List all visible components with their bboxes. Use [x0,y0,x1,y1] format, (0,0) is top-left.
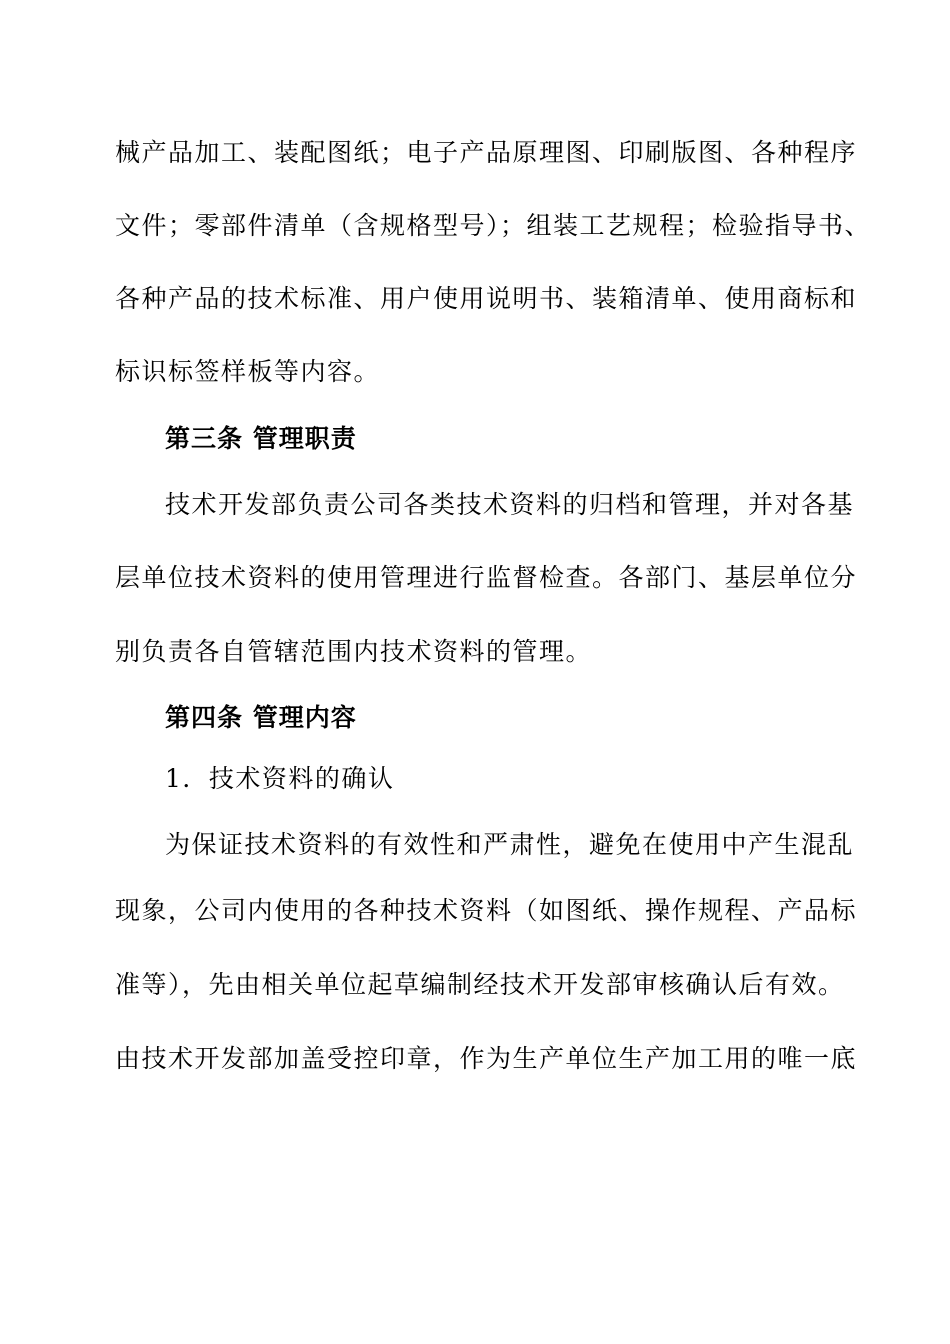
body-text-line: 现象，公司内使用的各种技术资料（如图纸、操作规程、产品标 [115,896,858,925]
body-text-line: 层单位技术资料的使用管理进行监督检查。各部门、基层单位分 [115,563,858,592]
body-text-line: 技术开发部负责公司各类技术资料的归档和管理，并对各基 [165,490,855,519]
body-text-line: 械产品加工、装配图纸；电子产品原理图、印刷版图、各种程序 [115,138,858,167]
body-text-line: 别负责各自管辖范围内技术资料的管理。 [115,637,593,666]
subsection-heading: 1．技术资料的确认 [165,764,395,793]
body-text-line: 文件；零部件清单（含规格型号）；组装工艺规程；检验指导书、 [115,211,872,240]
body-text-line: 为保证技术资料的有效性和严肃性，避免在使用中产生混乱 [165,830,855,859]
body-text-line: 由技术开发部加盖受控印章，作为生产单位生产加工用的唯一底 [115,1044,858,1073]
body-text-line: 准等），先由相关单位起草编制经技术开发部审核确认后有效。 [115,970,845,999]
body-text-line: 标识标签样板等内容。 [115,357,381,386]
section-heading-4: 第四条 管理内容 [165,703,357,732]
section-heading-3: 第三条 管理职责 [165,424,357,453]
body-text-line: 各种产品的技术标准、用户使用说明书、装箱清单、使用商标和 [115,284,858,313]
